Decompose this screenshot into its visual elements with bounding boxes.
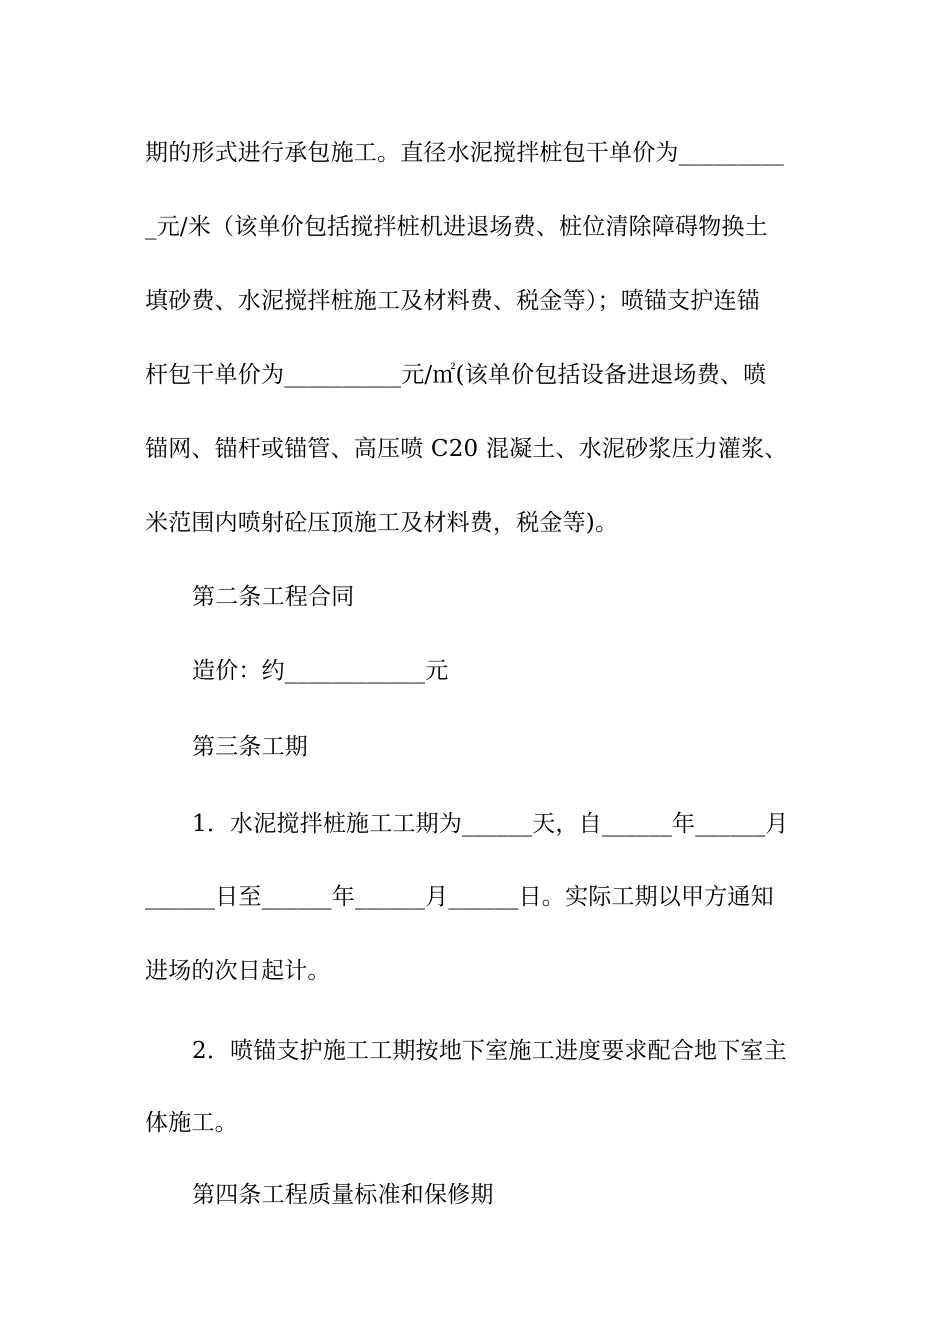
article-heading: 第二条工程合同 (192, 584, 355, 610)
paragraph-line: 体施工。 (145, 1110, 238, 1136)
paragraph-line: 锚网、锚杆或锚管、高压喷 C20 混凝土、水泥砂浆压力灌浆、 (145, 436, 788, 462)
paragraph-line: 杆包干单价为__________元/㎡(该单价包括设备进退场费、喷 (145, 362, 767, 388)
article-heading: 第四条工程质量标准和保修期 (192, 1182, 494, 1208)
paragraph-line: _元/米（该单价包括搅拌桩机进退场费、桩位清除障碍物换土 (145, 214, 768, 240)
paragraph-line: ______日至______年______月______日。实际工期以甲方通知 (145, 884, 774, 910)
list-item-line: 2．喷锚支护施工工期按地下室施工进度要求配合地下室主 (192, 1038, 787, 1064)
paragraph-line: 期的形式进行承包施工。直径水泥搅拌桩包干单价为_________ (145, 140, 784, 166)
paragraph-line: 米范围内喷射砼压顶施工及材料费，税金等)。 (145, 510, 619, 536)
paragraph-line: 造价：约____________元 (192, 658, 449, 684)
list-item-line: 1．水泥搅拌桩施工工期为______天，自______年______月 (192, 811, 789, 837)
paragraph-line: 进场的次日起计。 (145, 958, 331, 984)
article-heading: 第三条工期 (192, 734, 308, 760)
paragraph-line: 填砂费、水泥搅拌桩施工及材料费、税金等）；喷锚支护连锚 (145, 288, 760, 314)
